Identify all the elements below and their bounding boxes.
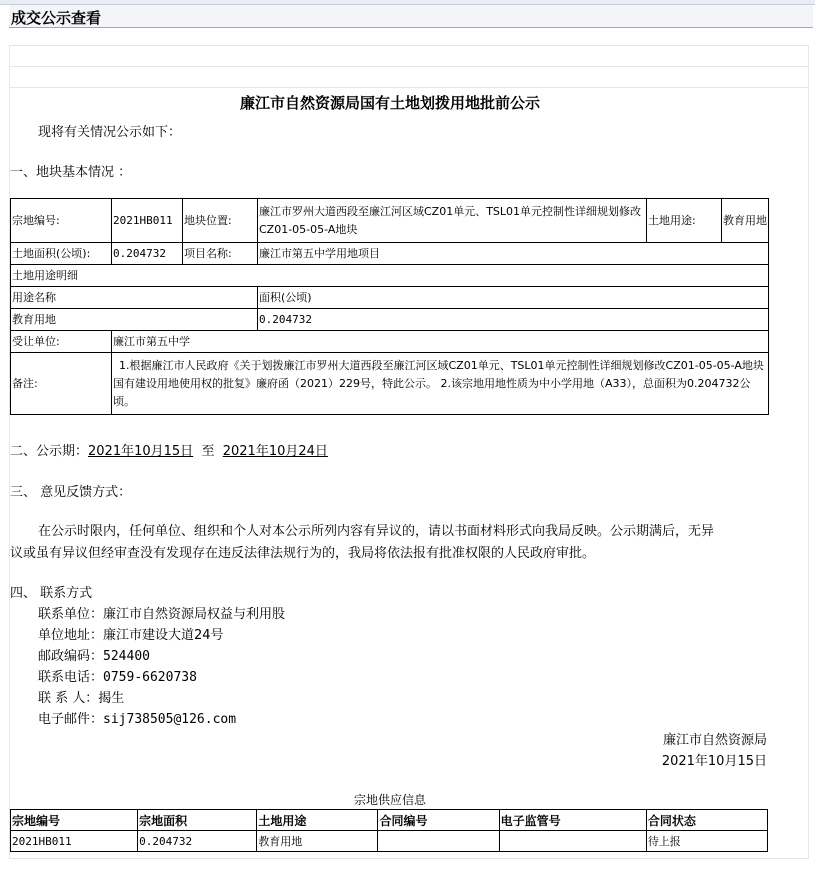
section-1-heading: 一、地块基本情况 ： [10,165,132,180]
supply-header: 电子监管号 [499,810,646,831]
period-end: 2021年10月24日 [222,444,328,459]
signature-date: 2021年10月15日 [661,754,767,769]
land-use-label: 土地用途: [647,199,722,243]
project-value: 廉江市第五中学用地项目 [258,243,769,265]
supply-header-row [11,810,768,831]
contact-person: 联 系 人：揭生 [38,691,125,706]
supply-cell: 待上报 [646,831,767,852]
area-label: 土地面积(公顷): [11,243,112,265]
parcel-no-value: 2021HB011 [112,199,183,243]
period-start: 2021年10月15日 [88,444,194,459]
location-label: 地块位置: [183,199,258,243]
supply-cell: 2021HB011 [11,831,138,852]
section-2-label: 二、公示期： [10,444,89,459]
document-title: 廉江市自然资源局国有土地划拨用地批前公示 [239,94,540,112]
section-3-heading: 三、 意见反馈方式： [10,485,132,500]
contact-unit: 联系单位：廉江市自然资源局权益与利用股 [38,607,286,622]
remark-value: 1.根据廉江市人民政府《关于划拨廉江市罗州大道西段至廉江河区域CZ01单元、TSL01单元控制性详细规划修改CZ01-05-05-A地块国有建设用地使用权的批复》廉府函（2021）229号，特此公示。 2.该宗地用地性质为中小学用地（A33），总面积为0.204732公顷。 [112,353,769,415]
section-4-heading: 四、 联系方式 [10,586,93,601]
period-to: 至 [201,444,215,459]
use-name-cell: 教育用地 [11,309,258,331]
supply-header: 宗地编号 [11,810,138,831]
supply-caption: 宗地供应信息 [353,793,426,807]
parcel-no-label: 宗地编号: [11,199,112,243]
contact-postcode: 邮政编码：524400 [38,649,150,664]
page-title: 成交公示查看 [11,9,102,27]
feedback-line-1: 在公示时限内，任何单位、组织和个人对本公示所列内容有异议的，请以书面材料形式向我局反映。公示期满后，无异 [38,524,715,539]
assignee-value: 廉江市第五中学 [112,331,769,353]
frame-divider [9,87,808,88]
parcel-basic-table [10,198,769,415]
supply-cell: 0.204732 [138,831,257,852]
use-area-header: 面积(公顷) [258,287,769,309]
assignee-label: 受让单位: [11,331,112,353]
page-header [9,5,813,28]
table-row [11,831,768,852]
contact-phone: 联系电话：0759-6620738 [38,670,197,685]
frame-divider [9,66,808,67]
location-value: 廉江市罗州大道西段至廉江河区域CZ01单元、TSL01单元控制性详细规划修改CZ01-05-05-A地块 [258,199,647,243]
use-name-header: 用途名称 [11,287,258,309]
feedback-line-2: 议或虽有异议但经审查没有发现存在违反法律法规行为的，我局将依法报有批准权限的人民政府审批。 [10,546,596,561]
remark-label: 备注: [11,353,112,415]
signature-org: 廉江市自然资源局 [662,733,767,748]
supply-cell [499,831,646,852]
contact-address: 单位地址：廉江市建设大道24号 [38,628,224,643]
use-detail-heading: 土地用途明细 [11,265,769,287]
supply-header: 宗地面积 [138,810,257,831]
land-use-value: 教育用地 [722,199,769,243]
supply-cell [378,831,499,852]
supply-header: 土地用途 [257,810,378,831]
public-period [10,440,328,459]
project-label: 项目名称: [183,243,258,265]
supply-header: 合同编号 [378,810,499,831]
area-value: 0.204732 [112,243,183,265]
supply-table [10,809,768,852]
use-area-cell: 0.204732 [258,309,769,331]
intro-text: 现将有关情况公示如下： [38,125,182,140]
supply-header: 合同状态 [646,810,767,831]
contact-email: 电子邮件：sij738505@126.com [38,712,237,727]
supply-cell: 教育用地 [257,831,378,852]
